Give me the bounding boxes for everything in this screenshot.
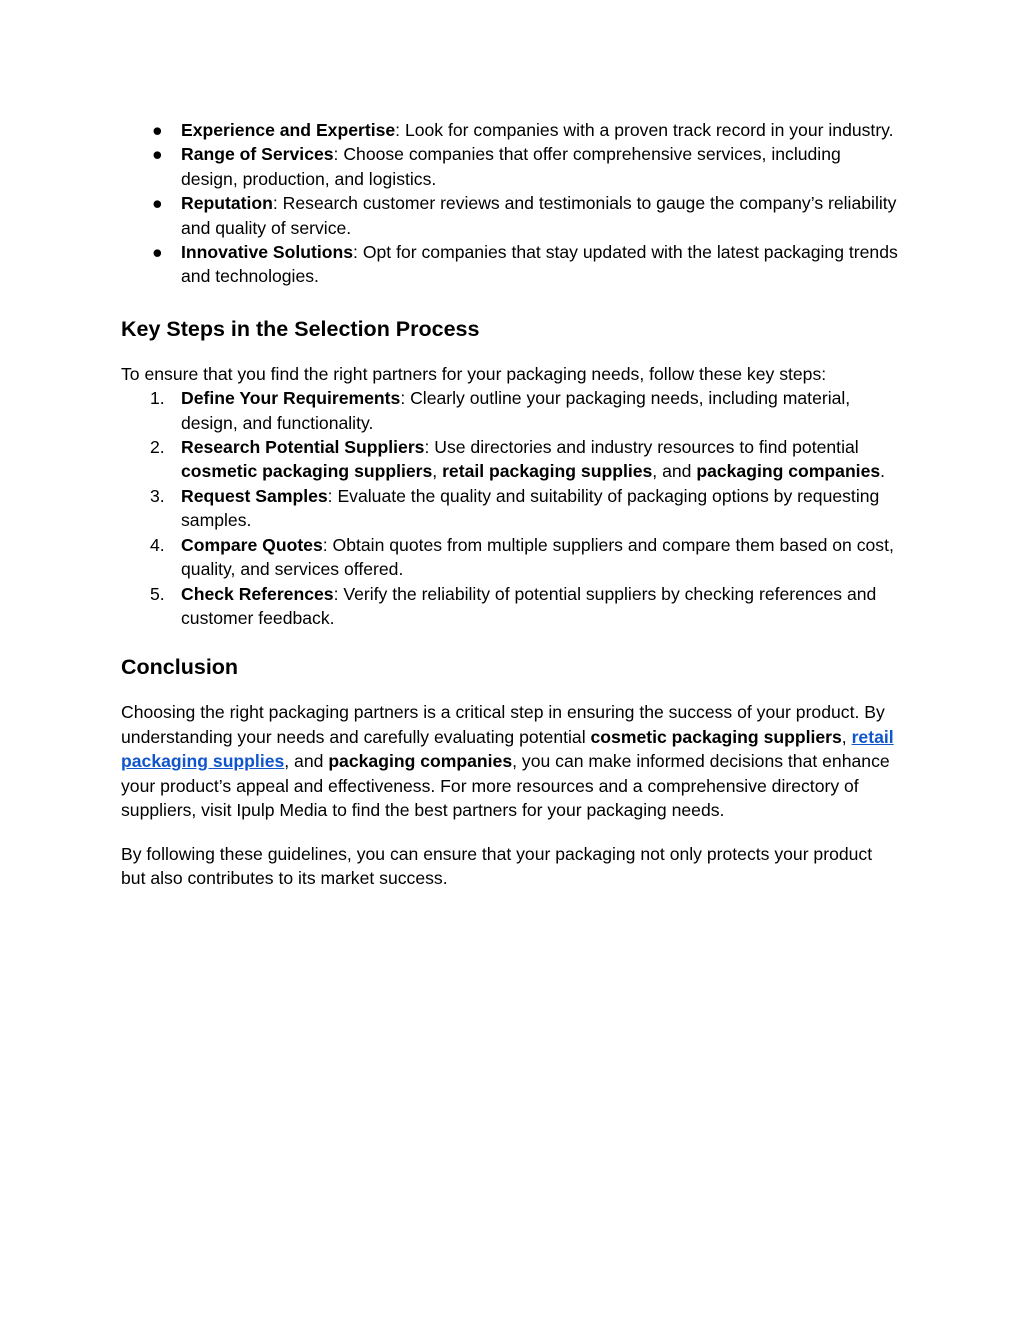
bullet-item-experience xyxy=(121,118,901,142)
step-term: Compare Quotes xyxy=(181,534,323,555)
step-text: : Clearly outline your packaging needs, including material, design, and functionality. xyxy=(181,388,851,433)
step-bold-phrase: packaging companies xyxy=(696,461,881,482)
step-bold-phrase: cosmetic packaging suppliers xyxy=(181,461,433,482)
step-term: Request Samples xyxy=(181,485,328,506)
conclusion-text: , you can make informed decisions that enhance your product’s appeal and effectiveness. For more resources and a comprehensive directory of suppliers, visit Ipulp Media to find the best partners for your packaging needs. xyxy=(121,751,890,820)
key-steps-heading: Key Steps in the Selection Process xyxy=(121,316,480,341)
step-item-define-requirements xyxy=(121,386,901,435)
conclusion-bold-phrase: cosmetic packaging suppliers xyxy=(590,726,842,747)
step-number: 4. xyxy=(150,534,165,555)
conclusion-separator: , xyxy=(841,726,852,747)
step-item-research-suppliers xyxy=(121,435,901,484)
conclusion-heading: Conclusion xyxy=(121,655,239,680)
step-separator: , xyxy=(432,461,443,482)
step-number: 2. xyxy=(150,437,165,458)
bullet-text: : Research customer reviews and testimonials to gauge the company’s reliability and quality of service. xyxy=(181,193,897,238)
step-separator: , and xyxy=(652,461,697,482)
bullet-term: Innovative Solutions xyxy=(181,242,354,263)
bullet-term: Reputation xyxy=(181,193,273,214)
bullet-marker: ● xyxy=(152,242,163,263)
step-number: 5. xyxy=(150,583,165,604)
conclusion-bold-phrase: packaging companies xyxy=(328,751,513,772)
conclusion-paragraph xyxy=(121,700,901,822)
step-term: Define Your Requirements xyxy=(181,388,401,409)
step-term: Research Potential Suppliers xyxy=(181,437,425,458)
document-page xyxy=(121,118,901,891)
conclusion-separator: , and xyxy=(284,751,329,772)
bullet-marker: ● xyxy=(152,120,163,140)
step-number: 3. xyxy=(150,485,165,506)
bullet-term: Experience and Expertise xyxy=(181,120,396,140)
bullet-marker: ● xyxy=(152,193,163,214)
step-item-check-references xyxy=(121,582,901,631)
bullet-item-innovative-solutions xyxy=(121,240,901,289)
key-steps-intro: To ensure that you find the right partners for your packaging needs, follow these key steps: xyxy=(121,363,827,384)
step-item-request-samples xyxy=(121,484,901,533)
step-item-compare-quotes xyxy=(121,533,901,582)
bullet-text: : Choose companies that offer comprehensive services, including design, production, and logistics. xyxy=(181,144,841,189)
bullet-term: Range of Services xyxy=(181,144,334,165)
step-text: : Obtain quotes from multiple suppliers and compare them based on cost, quality, and services offered. xyxy=(181,534,894,580)
bullet-text: : Look for companies with a proven track record in your industry. xyxy=(395,120,894,140)
step-term: Check References xyxy=(181,583,334,604)
criteria-bullet-list xyxy=(121,118,901,289)
step-number: 1. xyxy=(150,388,165,409)
step-text: : Evaluate the quality and suitability of packaging options by requesting samples. xyxy=(181,485,880,531)
step-bold-phrase: retail packaging supplies xyxy=(442,461,653,482)
step-text: : Use directories and industry resources to find potential xyxy=(424,437,859,458)
closing-paragraph: By following these guidelines, you can ensure that your packaging not only protects your product but also contributes to its market success. xyxy=(121,843,873,889)
conclusion-text: Choosing the right packaging partners is a critical step in ensuring the success of your product. By understanding your needs and carefully evaluating potential xyxy=(121,702,885,747)
bullet-marker: ● xyxy=(152,144,163,165)
bullet-item-reputation xyxy=(121,191,901,240)
step-text: : Verify the reliability of potential suppliers by checking references and customer feedback. xyxy=(181,583,877,628)
bullet-text: : Opt for companies that stay updated with the latest packaging trends and technologies. xyxy=(181,242,898,287)
key-steps-list xyxy=(121,386,901,630)
step-end: . xyxy=(880,461,886,482)
retail-packaging-supplies-link[interactable]: retail packaging supplies xyxy=(121,726,894,772)
bullet-item-range-of-services xyxy=(121,142,901,191)
